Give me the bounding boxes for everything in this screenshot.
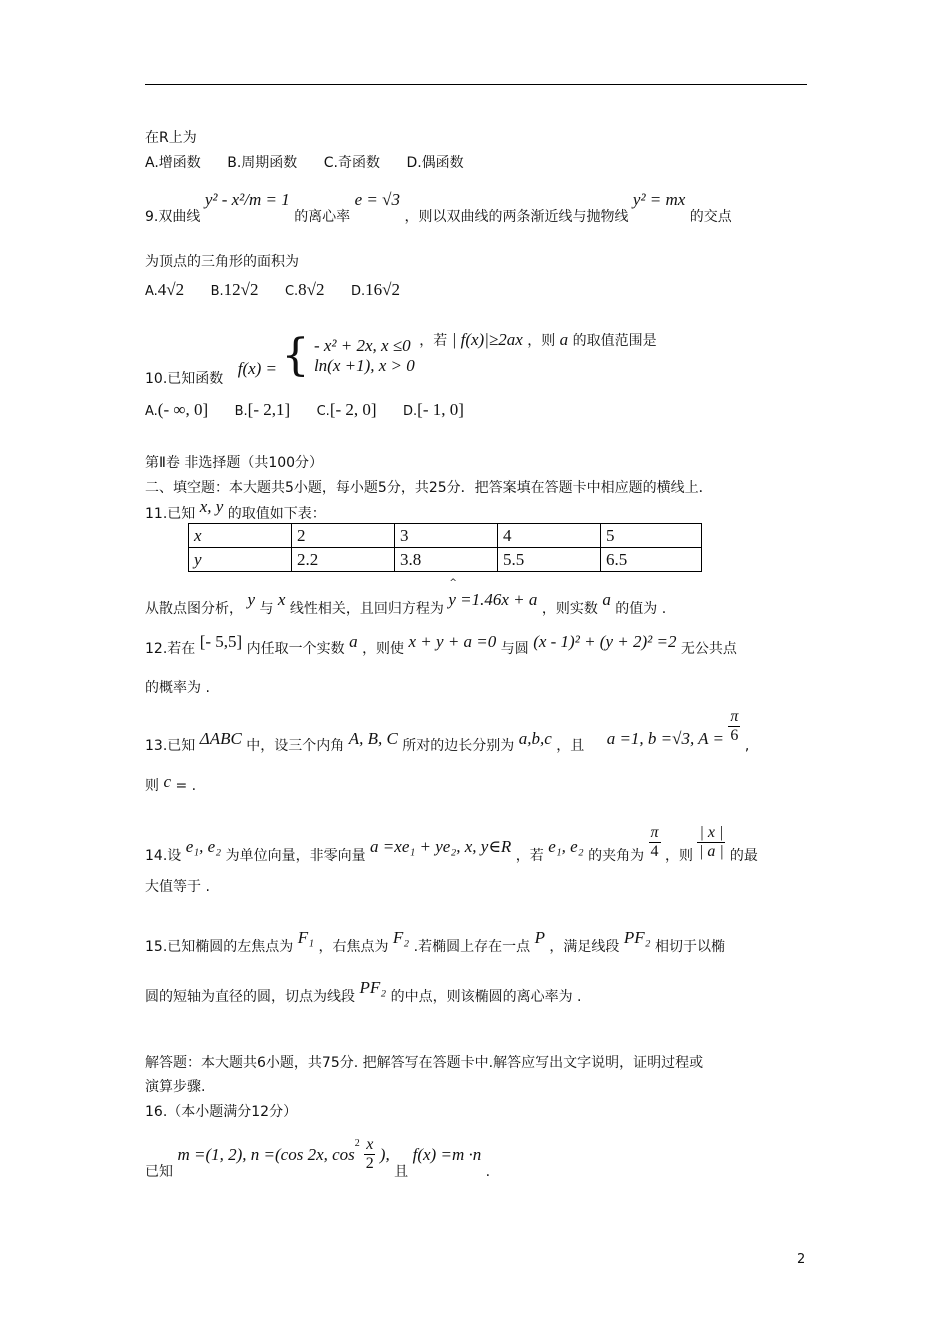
q10-line1 bbox=[145, 330, 657, 387]
q8-options bbox=[145, 152, 486, 172]
q13-pi: π bbox=[730, 708, 739, 725]
q10-option-d: D.[- 1, 0] bbox=[403, 400, 464, 419]
q10-cases bbox=[314, 336, 415, 376]
q9-option-a: A.4√2 bbox=[145, 280, 185, 299]
q11-analysis: 从散点图分析， bbox=[145, 601, 243, 617]
q11-with: 与 bbox=[259, 601, 274, 617]
q16-vectors: m =(1, 2), n =(cos 2x, cos bbox=[177, 1145, 355, 1165]
q16-period: . bbox=[485, 1164, 491, 1181]
q8-option-a: A.增函数 bbox=[145, 155, 201, 171]
q12-mid2: ，则使 bbox=[362, 641, 405, 657]
q11-table bbox=[188, 523, 702, 572]
q10-option-b: B.[- 2,1] bbox=[234, 400, 291, 419]
q15-pf2: PF₂ bbox=[623, 928, 651, 947]
q14-e: e₁, e₂ bbox=[185, 837, 222, 857]
q11-line2 bbox=[145, 578, 667, 617]
q14-mid3: 的夹角为 bbox=[588, 848, 645, 865]
table-cell: 6.5 bbox=[601, 548, 702, 572]
header-rule bbox=[145, 84, 807, 85]
q14-mid4: ，则 bbox=[665, 848, 694, 865]
q9-parabola: y² = mx bbox=[632, 190, 686, 209]
q16-and: 且 bbox=[394, 1164, 409, 1181]
q9-option-b: B.12√2 bbox=[210, 280, 259, 299]
q11-x: x bbox=[277, 590, 286, 609]
q13-prefix: 13.已知 bbox=[145, 738, 196, 755]
q16-x: x bbox=[366, 1136, 374, 1153]
q10-end2: 的取值范围是 bbox=[572, 333, 657, 349]
table-cell: 4 bbox=[498, 524, 601, 548]
q10-case2: ln(x +1), x > 0 bbox=[313, 355, 415, 375]
q11-vars: x, y bbox=[199, 497, 224, 516]
table-row bbox=[189, 524, 702, 548]
table-cell: 2 bbox=[292, 524, 395, 548]
q12-circle: (x - 1)² + (y + 2)² =2 bbox=[533, 632, 677, 651]
q11-regression: y =1.46x + a bbox=[448, 590, 538, 609]
q15-f1: F₁ bbox=[297, 928, 315, 947]
q16-title: 16.（本小题满分12分） bbox=[145, 1104, 298, 1120]
q9-mid: 的离心率 bbox=[294, 209, 351, 225]
q14-four: 4 bbox=[650, 842, 659, 860]
q15-pf2b: PF₂ bbox=[359, 978, 387, 997]
q9-option-c: C.8√2 bbox=[284, 280, 325, 299]
q14-mid: 为单位向量，非零向量 bbox=[225, 848, 366, 865]
q13-six: 6 bbox=[730, 726, 739, 744]
q15-mid: ，右焦点为 bbox=[318, 939, 389, 955]
table-cell: 2.2 bbox=[292, 548, 395, 572]
q15-p: P bbox=[534, 928, 545, 947]
q10-brace: { bbox=[281, 330, 310, 381]
q11-hat: ^ bbox=[449, 578, 457, 588]
q10-piecewise bbox=[238, 330, 415, 381]
q10-var-a: a bbox=[559, 330, 569, 349]
q12-interval: [- 5,5] bbox=[199, 632, 243, 651]
q10-options bbox=[145, 400, 486, 420]
q12-a: a bbox=[349, 632, 358, 651]
fill-in-intro: 二、填空题：本大题共5小题，每小题5分，共25分．把答案填在答题卡中相应题的横线上． bbox=[145, 480, 713, 496]
q9-number: 9.双曲线 bbox=[145, 209, 201, 225]
q16-prefix: 已知 bbox=[145, 1164, 173, 1181]
q13-answer-blank: = . bbox=[175, 778, 197, 794]
q8-continuation: 在R上为 bbox=[145, 130, 197, 146]
section2-title: 第Ⅱ卷 非选择题（共100分） bbox=[145, 455, 324, 471]
q11-a: a bbox=[602, 590, 611, 609]
q13-mid2: 所对的边长分别为 bbox=[402, 738, 515, 755]
q9-eccentricity: e = √3 bbox=[354, 190, 400, 209]
table-cell: 5.5 bbox=[498, 548, 601, 572]
q11-prefix: 11.已知 bbox=[145, 506, 196, 522]
q9-option-d: D.16√2 bbox=[350, 280, 400, 299]
q10-number: 10.已知函数 bbox=[145, 371, 224, 387]
q12-line1 bbox=[145, 632, 737, 657]
q12-mid3: 与圆 bbox=[500, 641, 529, 657]
q14-pi-over-4 bbox=[649, 824, 661, 860]
q10-case1: - x² + 2x, x ≤0 bbox=[313, 335, 411, 355]
q10-mid: ，若 bbox=[419, 333, 448, 349]
q12-prefix: 12.若在 bbox=[145, 641, 196, 657]
q10-end: ，则 bbox=[527, 333, 556, 349]
q13-then: 则 bbox=[145, 778, 159, 794]
q14-pi: π bbox=[650, 824, 659, 841]
q14-line2: 大值等于 . bbox=[145, 879, 210, 895]
q13-mid3: ，且 bbox=[556, 738, 585, 755]
q13-given: a =1, b =√3, A = bbox=[606, 729, 724, 749]
q15-mid3: ，满足线段 bbox=[549, 939, 620, 955]
table-cell: y bbox=[189, 548, 292, 572]
q15-end: 相切于以椭 bbox=[655, 939, 726, 955]
q9-mid2: ，则以双曲线的两条渐近线与抛物线 bbox=[404, 209, 629, 225]
q13-sides: a,b,c bbox=[518, 729, 552, 749]
q14-vector: a =xe₁ + ye₂, x, y∈R bbox=[370, 837, 512, 857]
q9-options bbox=[145, 280, 422, 300]
q11-regression-wrap bbox=[448, 578, 538, 610]
q13-angles: A, B, C bbox=[348, 729, 398, 749]
q11-suffix: 的取值如下表： bbox=[227, 506, 326, 522]
q13-mid: 中，设三个内角 bbox=[246, 738, 345, 755]
q9-line1 bbox=[145, 190, 732, 225]
table-cell: 3 bbox=[395, 524, 498, 548]
q12-line2: 的概率为 . bbox=[145, 680, 210, 696]
q15-line2 bbox=[145, 978, 582, 1005]
q8-option-b: B.周期函数 bbox=[227, 155, 298, 171]
q14-prefix: 14.设 bbox=[145, 848, 182, 865]
q9-end: 的交点 bbox=[689, 209, 732, 225]
answer-intro-line1: 解答题：本大题共6小题，共75分. 把解答写在答题卡中.解答应写出文字说明，证明过程或 bbox=[145, 1055, 704, 1071]
table-cell: 3.8 bbox=[395, 548, 498, 572]
table-cell: 5 bbox=[601, 524, 702, 548]
answer-intro-line2: 演算步骤. bbox=[145, 1079, 206, 1095]
q9-hyperbola: y² - x²/m = 1 bbox=[204, 190, 290, 209]
q10-option-c: C.[- 2, 0] bbox=[316, 400, 377, 419]
table-cell: x bbox=[189, 524, 292, 548]
q16-two: 2 bbox=[365, 1154, 374, 1172]
q15-line1 bbox=[145, 928, 726, 955]
q10-fx: f(x) = bbox=[237, 358, 278, 378]
q15-mid2: .若椭圆上存在一点 bbox=[413, 939, 531, 955]
q11-y: y bbox=[247, 590, 255, 609]
q15-f2: F₂ bbox=[392, 928, 410, 947]
q16-sup2: 2 bbox=[354, 1138, 360, 1150]
q12-mid: 内任取一个实数 bbox=[246, 641, 345, 657]
q13-triangle: ΔABC bbox=[199, 729, 242, 749]
q15-line2b: 的中点，则该椭圆的离心率为 . bbox=[390, 989, 582, 1005]
q11-line1 bbox=[145, 497, 326, 522]
q14-end: 的最 bbox=[729, 848, 758, 865]
q8-option-d: D.偶函数 bbox=[406, 155, 464, 171]
q13-line2 bbox=[145, 772, 197, 795]
q15-line2a: 圆的短轴为直径的圆，切点为线段 bbox=[145, 989, 355, 1005]
q12-line-eq: x + y + a =0 bbox=[408, 632, 497, 651]
q12-end: 无公共点 bbox=[680, 641, 737, 657]
q16-x-over-2 bbox=[364, 1136, 375, 1172]
q10-option-a: A.(- ∞, 0] bbox=[145, 400, 209, 419]
q13-pi-over-6 bbox=[728, 708, 740, 744]
q13-c: c bbox=[163, 772, 171, 791]
q8-option-c: C.奇函数 bbox=[323, 155, 380, 171]
q13-comma: , bbox=[744, 738, 750, 755]
q14-ratio bbox=[697, 824, 725, 860]
q16-line1 bbox=[145, 1124, 491, 1181]
q11-end: 的值为 . bbox=[615, 601, 667, 617]
table-row bbox=[189, 548, 702, 572]
q11-linear: 线性相关，且回归方程为 bbox=[289, 601, 444, 617]
q14-mid2: ，若 bbox=[515, 848, 544, 865]
q14-abs-x: | x | bbox=[699, 824, 724, 841]
q14-line1 bbox=[145, 802, 758, 865]
q13-line1 bbox=[145, 708, 750, 755]
q11-then: ，则实数 bbox=[541, 601, 598, 617]
q15-prefix: 15.已知椭圆的左焦点为 bbox=[145, 939, 294, 955]
q14-e2: e₁, e₂ bbox=[548, 837, 584, 857]
q14-abs-a: | a | bbox=[699, 842, 724, 860]
q10-inequality: | f(x)|≥2ax bbox=[451, 330, 523, 349]
q16-close: ), bbox=[379, 1145, 390, 1165]
q16-fx: f(x) =m ·n bbox=[412, 1145, 482, 1165]
page-number: 2 bbox=[797, 1252, 806, 1267]
q9-line2: 为顶点的三角形的面积为 bbox=[145, 254, 299, 270]
